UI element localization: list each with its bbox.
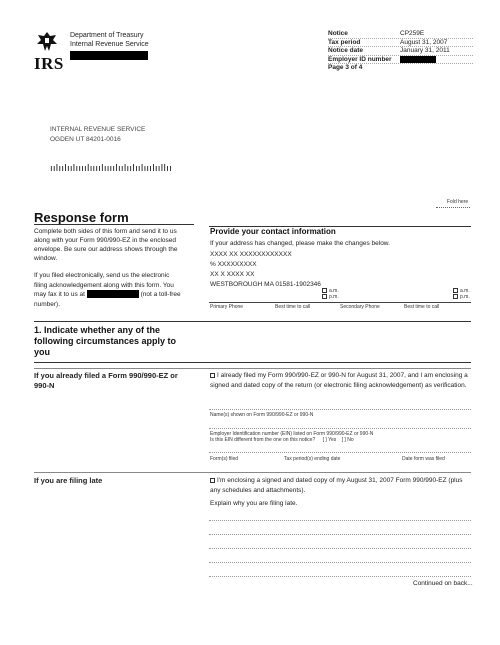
filing-late-label: If you are filing late <box>34 476 103 485</box>
tax-period-row: Tax period August 31, 2007 <box>328 39 473 48</box>
forms-filed-label: Form(s) filed <box>210 456 239 462</box>
best-time-label-1: Best time to call <box>275 304 311 310</box>
address-line4[interactable]: WESTBOROUGH MA 01581-1902346 <box>210 281 321 288</box>
date-filed-label: Date form was filed <box>402 456 445 462</box>
already-filed-rule <box>34 368 471 369</box>
return-address-line2: OGDEN UT 84201-0016 <box>50 136 121 143</box>
explanation-line-3[interactable] <box>209 548 471 549</box>
section1-bottom-rule <box>34 362 471 363</box>
explanation-line-4[interactable] <box>209 562 471 563</box>
am-option-1[interactable]: a.m. <box>322 288 339 294</box>
irs-eagle-icon <box>35 30 59 54</box>
agency-line1: Department of Treasury <box>70 32 144 39</box>
pm-option-1[interactable]: p.m. <box>322 294 339 300</box>
ein-field-line[interactable] <box>209 428 471 429</box>
name-field-line[interactable] <box>209 409 471 410</box>
ein-yes-option[interactable]: [ ] Yes <box>322 437 337 443</box>
fold-line <box>436 207 470 208</box>
address-change-instruction: If your address has changed, please make the changes below. <box>210 240 390 247</box>
redacted-fax-number <box>87 290 139 298</box>
return-address-line1: INTERNAL REVENUE SERVICE <box>50 126 146 133</box>
redacted-agency-address <box>70 51 148 60</box>
ein-no-option[interactable]: [ ] No <box>341 437 354 443</box>
response-title-rule <box>34 224 194 225</box>
forms-filed-line[interactable] <box>209 452 471 453</box>
pm-checkbox-1[interactable] <box>322 294 327 299</box>
am-checkbox-1[interactable] <box>322 288 327 293</box>
section1-top-rule <box>34 321 471 322</box>
already-filed-label: If you already filed a Form 990/990-EZ or 990-N <box>34 371 178 390</box>
phone-fields-rule <box>209 302 471 303</box>
notice-date-row: Notice date January 31, 2011 <box>328 47 473 56</box>
already-filed-option[interactable]: I already filed my Form 990/990-EZ or 990-N for August 31, 2007, and I am enclosing a signed and dated copy of the return (or electronic filing acknowledgement) as verification. <box>210 372 468 389</box>
explanation-line-2[interactable] <box>209 534 471 535</box>
pm-option-2[interactable]: p.m. <box>453 294 470 300</box>
continued-on-back: Continued on back... <box>413 580 473 587</box>
response-form-title: Response form <box>34 210 129 225</box>
am-checkbox-2[interactable] <box>453 288 458 293</box>
ein-row: Employer ID number <box>328 56 473 65</box>
explanation-line-1[interactable] <box>209 520 471 521</box>
page-row: Page 3 of 4 <box>328 64 363 72</box>
redacted-ein <box>400 56 436 63</box>
address-line3[interactable]: XX X XXXX XX <box>210 271 255 278</box>
ein-different-question: Is this EIN different from the one on this notice? [ ] Yes [ ] No <box>210 437 354 443</box>
already-filed-checkbox[interactable] <box>210 373 215 378</box>
pm-checkbox-2[interactable] <box>453 294 458 299</box>
contact-info-title: Provide your contact information <box>210 227 336 236</box>
contact-title-rule <box>209 226 471 227</box>
am-pm-group-1 <box>322 288 339 300</box>
explain-late-prompt: Explain why you are filing late. <box>210 500 298 507</box>
notice-info-table <box>328 30 473 73</box>
am-option-2[interactable]: a.m. <box>453 288 470 294</box>
irs-logo-text: IRS <box>34 54 64 73</box>
postal-barcode: ıılıılıılıııılıııılıııılıılıılıılııılııllıı <box>50 164 172 174</box>
notice-row: Notice CP259E <box>328 30 473 39</box>
fold-here-label: Fold here <box>447 199 469 205</box>
explanation-line-5[interactable] <box>209 576 471 577</box>
filing-late-option[interactable]: I'm enclosing a signed and dated copy of my August 31, 2007 Form 990/990-EZ (plus any schedules and attachments). <box>210 477 463 494</box>
name-field-label: Name(s) shown on Form 990/990-EZ or 990-N <box>210 412 314 418</box>
ein-field-label: Employer Identification number (EIN) listed on Form 990/990-EZ or 990-N <box>210 431 374 437</box>
agency-line2: Internal Revenue Service <box>70 41 149 48</box>
address-line2[interactable]: % XXXXXXXXX <box>210 261 257 268</box>
section1-heading: 1. Indicate whether any of the following circumstances apply to you <box>34 325 177 357</box>
best-time-label-2: Best time to call <box>404 304 440 310</box>
filing-late-checkbox[interactable] <box>210 478 215 483</box>
tax-period-end-label: Tax period(s) ending date <box>284 456 341 462</box>
address-line1[interactable]: XXXX XX XXXXXXXXXXXX <box>210 251 292 258</box>
filing-late-rule <box>34 472 471 473</box>
primary-phone-label: Primary Phone <box>210 304 244 310</box>
am-pm-group-2 <box>453 288 470 300</box>
electronic-filing-instructions: If you filed electronically, send us the electronic filing acknowledgement along with this form. You may fax it to us at (not a toll-free number). <box>34 272 181 308</box>
response-instructions: Complete both sides of this form and send it to us along with your Form 990/990-EZ in the enclosed envelope. Be sure our address shows through the window. <box>34 228 178 262</box>
secondary-phone-label: Secondary Phone <box>340 304 380 310</box>
